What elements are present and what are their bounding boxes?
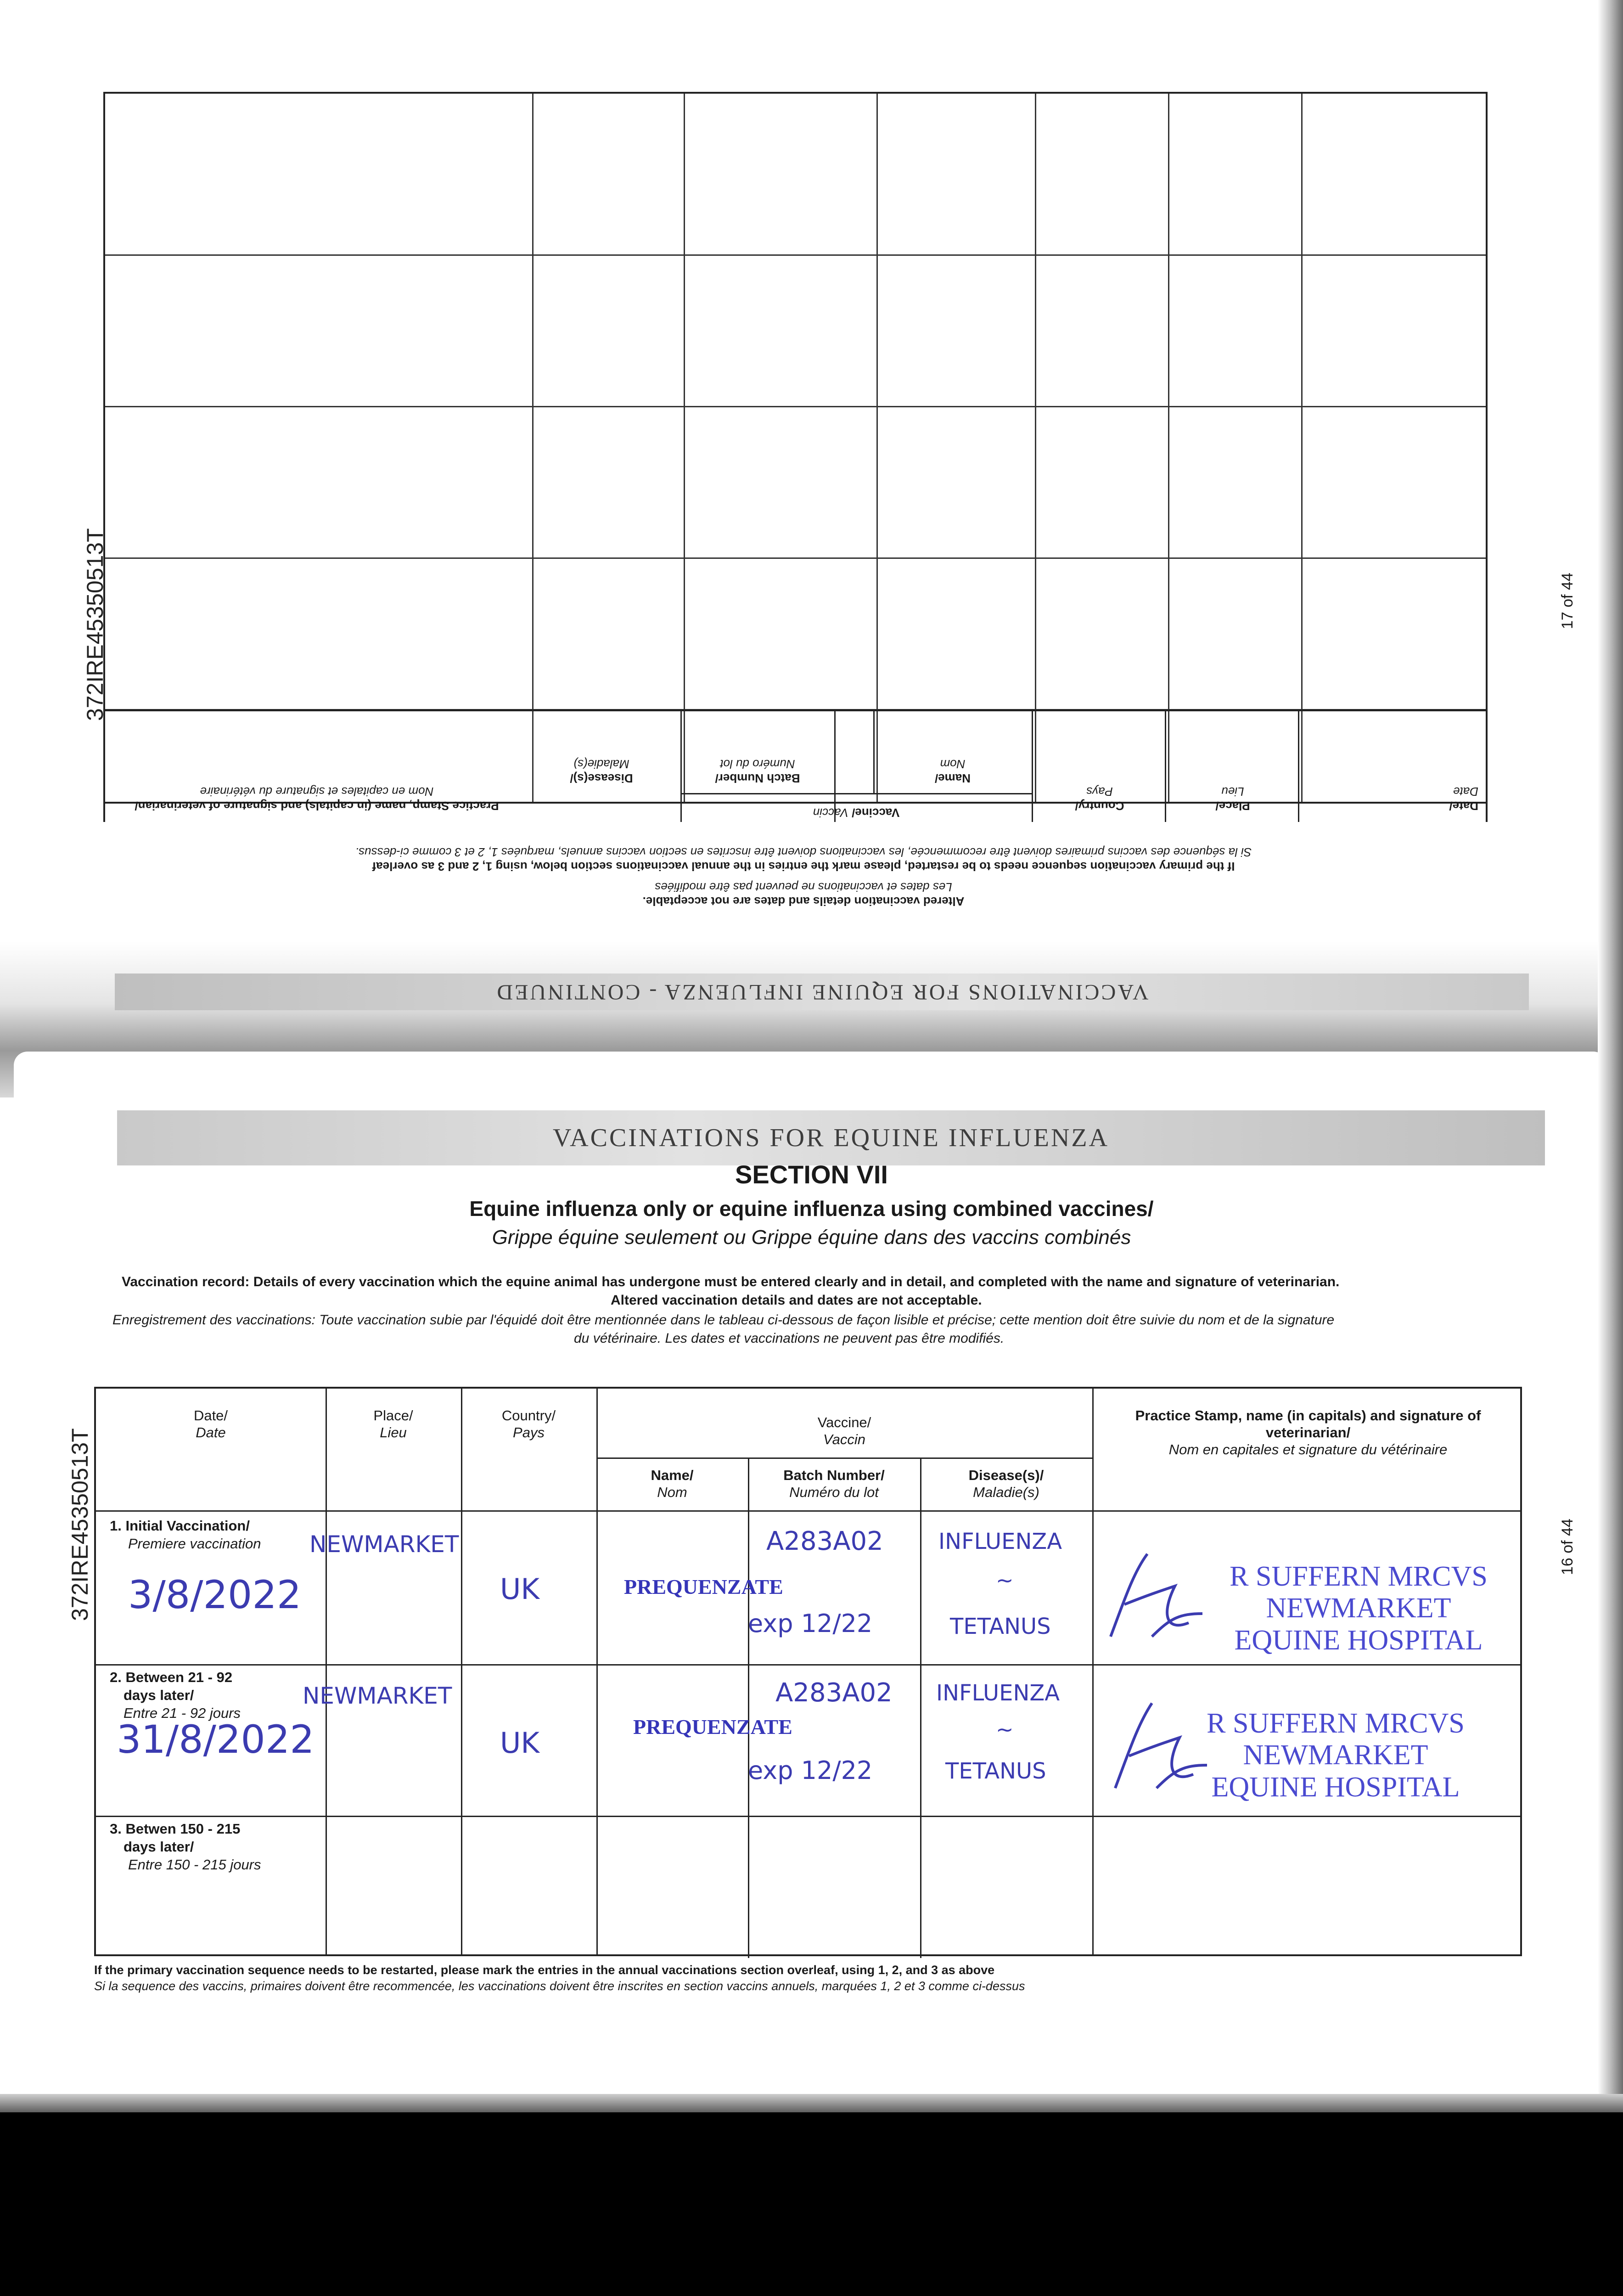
disease-header: Disease(s)/: [968, 1467, 1044, 1483]
vaccination-table: [94, 1387, 1522, 1956]
upper-notes: [184, 845, 1423, 908]
record-label: Vaccination record:: [122, 1274, 250, 1289]
row-1-label: [110, 1517, 261, 1553]
row-2-title: 2. Between 21 - 92: [110, 1669, 233, 1685]
upper-disease-header: Disease(s)/: [570, 771, 633, 785]
record-line-fr: [112, 1312, 1334, 1328]
country-header: Country/: [501, 1407, 556, 1424]
place-header: Place/: [373, 1407, 413, 1424]
upper-disease-header-fr: Maladie(s): [573, 757, 629, 771]
section-heading-fr: Grippe équine seulement ou Grippe équine dans des vaccins combinés: [492, 1226, 1131, 1249]
upper-restart-note: If the primary vaccination sequence needs to be restarted, please mark the entries in the annual vaccinations section below, using 1, 2 and 3 as overleaf: [372, 860, 1235, 873]
row-3-label: [110, 1820, 261, 1874]
row-1-disease-2: TETANUS: [950, 1614, 1051, 1639]
row-2-stamp: [1170, 1708, 1501, 1803]
disease-header-fr: Maladie(s): [973, 1484, 1039, 1501]
row-2-disease-join-icon: ~: [996, 1717, 1014, 1742]
upper-page-number: 17 of 44: [1559, 573, 1576, 629]
row-1-title: 1. Initial Vaccination/: [110, 1518, 250, 1534]
row-2-expiry: exp 12/22: [748, 1756, 873, 1785]
stamp-header-fr: Nom en capitales et signature du vétérinaire: [1168, 1441, 1448, 1458]
upper-restart-note-fr: Si la séquence des vaccins primaires doivent être recommencée, les vaccinations doivent être inscrites en section vaccins annuels, marquées 1, 2 et 3 comme ci-dessus.: [355, 845, 1252, 859]
scan-background: [0, 2112, 1623, 2296]
row-3-title: 3. Betwen 150 - 215: [110, 1821, 241, 1837]
name-header: Name/: [651, 1467, 694, 1483]
country-header-fr: Pays: [513, 1424, 545, 1441]
row-1-disease-join-icon: ~: [996, 1568, 1014, 1593]
row-3-title-2: days later/: [124, 1838, 194, 1855]
upper-batch-header: Batch Number/: [715, 771, 800, 785]
upper-name-header: Name/: [934, 771, 971, 785]
upper-vaccination-grid: [103, 92, 1488, 804]
row-1-stamp-line-2: NEWMARKET: [1266, 1593, 1451, 1624]
batch-header: Batch Number/: [783, 1467, 885, 1483]
row-2-label: [110, 1669, 241, 1722]
row-1-signature-icon: [1097, 1545, 1207, 1650]
section-heading: Equine influenza only or equine influenza using combined vaccines/: [469, 1197, 1154, 1221]
upper-serial-number: 372IRE45350513T: [82, 528, 108, 721]
row-1-stamp-line-3: EQUINE HOSPITAL: [1234, 1624, 1483, 1656]
row-1-disease-1: INFLUENZA: [938, 1529, 1062, 1554]
record-line-1: [122, 1274, 1339, 1290]
row-1-country: UK: [500, 1572, 540, 1606]
row-2-country: UK: [500, 1726, 540, 1760]
row-3-title-fr: Entre 150 - 215 jours: [128, 1856, 261, 1873]
upper-table-header: [103, 709, 1488, 822]
footnote-fr: Si la sequence des vaccins, primaires doivent être recommencée, les vaccinations doivent être inscrites en section vaccins annuels, marquées 1, 2 et 3 comme ci-dessus: [94, 1979, 1025, 1993]
name-header-fr: Nom: [657, 1484, 687, 1501]
upper-place-header: Place/: [1215, 799, 1250, 813]
date-header: Date/: [193, 1407, 228, 1424]
upper-name-header-fr: Nom: [940, 757, 966, 771]
footnote: If the primary vaccination sequence needs to be restarted, please mark the entries in the annual vaccinations section overleaf, using 1, 2, and 3 as above: [94, 1963, 995, 1977]
section-banner: VACCINATIONS FOR EQUINE INFLUENZA: [117, 1110, 1545, 1165]
upper-altered-note: Altered vaccination details and dates are not acceptable.: [642, 895, 965, 908]
upper-vaccine-header: Vaccine/: [852, 806, 900, 820]
record-fr-label: Enregistrement des vaccinations:: [112, 1312, 315, 1328]
row-1-expiry: exp 12/22: [748, 1609, 873, 1638]
place-header-fr: Lieu: [380, 1424, 407, 1441]
section-title: SECTION VII: [735, 1160, 888, 1189]
row-1-date: 3/8/2022: [128, 1572, 302, 1617]
upper-vaccine-header-fr: Vaccin: [813, 806, 848, 820]
upper-batch-header-fr: Numéro du lot: [720, 757, 795, 771]
upper-country-header: Country/: [1075, 799, 1124, 813]
row-2-vaccine: PREQUENZATE: [633, 1715, 792, 1739]
record-fr-text-1: Toute vaccination subie par l'équidé doit être mentionnée dans le tableau ci-dessous de façon lisible et précise; cette mention doit être suivie du nom et de la signature: [319, 1312, 1335, 1328]
row-1-title-fr: Premiere vaccination: [128, 1535, 261, 1552]
record-text-2: Altered vaccination details and dates are not acceptable.: [611, 1293, 982, 1308]
upper-place-header-fr: Lieu: [1221, 785, 1244, 799]
row-2-disease-1: INFLUENZA: [936, 1680, 1060, 1706]
lower-page-number: 16 of 44: [1559, 1519, 1576, 1575]
row-2-stamp-line-2: NEWMARKET: [1243, 1739, 1428, 1771]
row-1-stamp: [1193, 1561, 1524, 1656]
upper-banner: VACCINATIONS FOR EQUINE INFLUENZA - CONTINUED: [115, 974, 1529, 1010]
page-edge: [1598, 0, 1623, 2122]
row-2-title-fr: Entre 21 - 92 jours: [124, 1705, 241, 1721]
row-2-title-2: days later/: [124, 1687, 194, 1703]
upper-country-header-fr: Pays: [1086, 785, 1113, 799]
date-header-fr: Date: [196, 1424, 226, 1441]
row-1-stamp-line-1: R SUFFERN MRCVS: [1230, 1561, 1488, 1592]
row-2-stamp-line-1: R SUFFERN MRCVS: [1207, 1708, 1465, 1739]
row-2-date: 31/8/2022: [117, 1717, 314, 1762]
batch-header-fr: Numéro du lot: [789, 1484, 879, 1501]
lower-serial-number: 372IRE45350513T: [67, 1428, 93, 1621]
row-2-place: NEWMARKET: [303, 1683, 452, 1709]
upper-date-header: Date/: [1449, 799, 1478, 813]
upper-stamp-header: Practice Stamp, name (in capitals) and signature of veterinarian/: [135, 799, 499, 813]
record-text-1: Details of every vaccination which the equine animal has undergone must be entered clearly and in detail, and completed with the name and signature of veterinarian.: [253, 1274, 1340, 1289]
vaccine-header: Vaccine/: [817, 1414, 871, 1430]
upper-stamp-header-fr: Nom en capitales et signature du vétérinaire: [200, 785, 434, 799]
row-2-disease-2: TETANUS: [945, 1758, 1046, 1784]
vaccine-header-fr: Vaccin: [823, 1431, 865, 1448]
record-fr-text-2: du vétérinaire. Les dates et vaccinations ne peuvent pas être modifiés.: [574, 1331, 1005, 1346]
row-1-batch: A283A02: [766, 1526, 883, 1556]
row-1-place: NEWMARKET: [309, 1531, 459, 1558]
upper-altered-note-fr: Les dates et vaccinations ne peuvent pas être modifiées: [655, 880, 952, 894]
row-2-stamp-line-3: EQUINE HOSPITAL: [1211, 1771, 1460, 1803]
row-2-batch: A283A02: [775, 1678, 893, 1708]
stamp-header: Practice Stamp, name (in capitals) and signature of veterinarian/: [1135, 1407, 1481, 1441]
upper-date-header-fr: Date: [1453, 785, 1478, 799]
row-1-vaccine: PREQUENZATE: [624, 1575, 783, 1598]
